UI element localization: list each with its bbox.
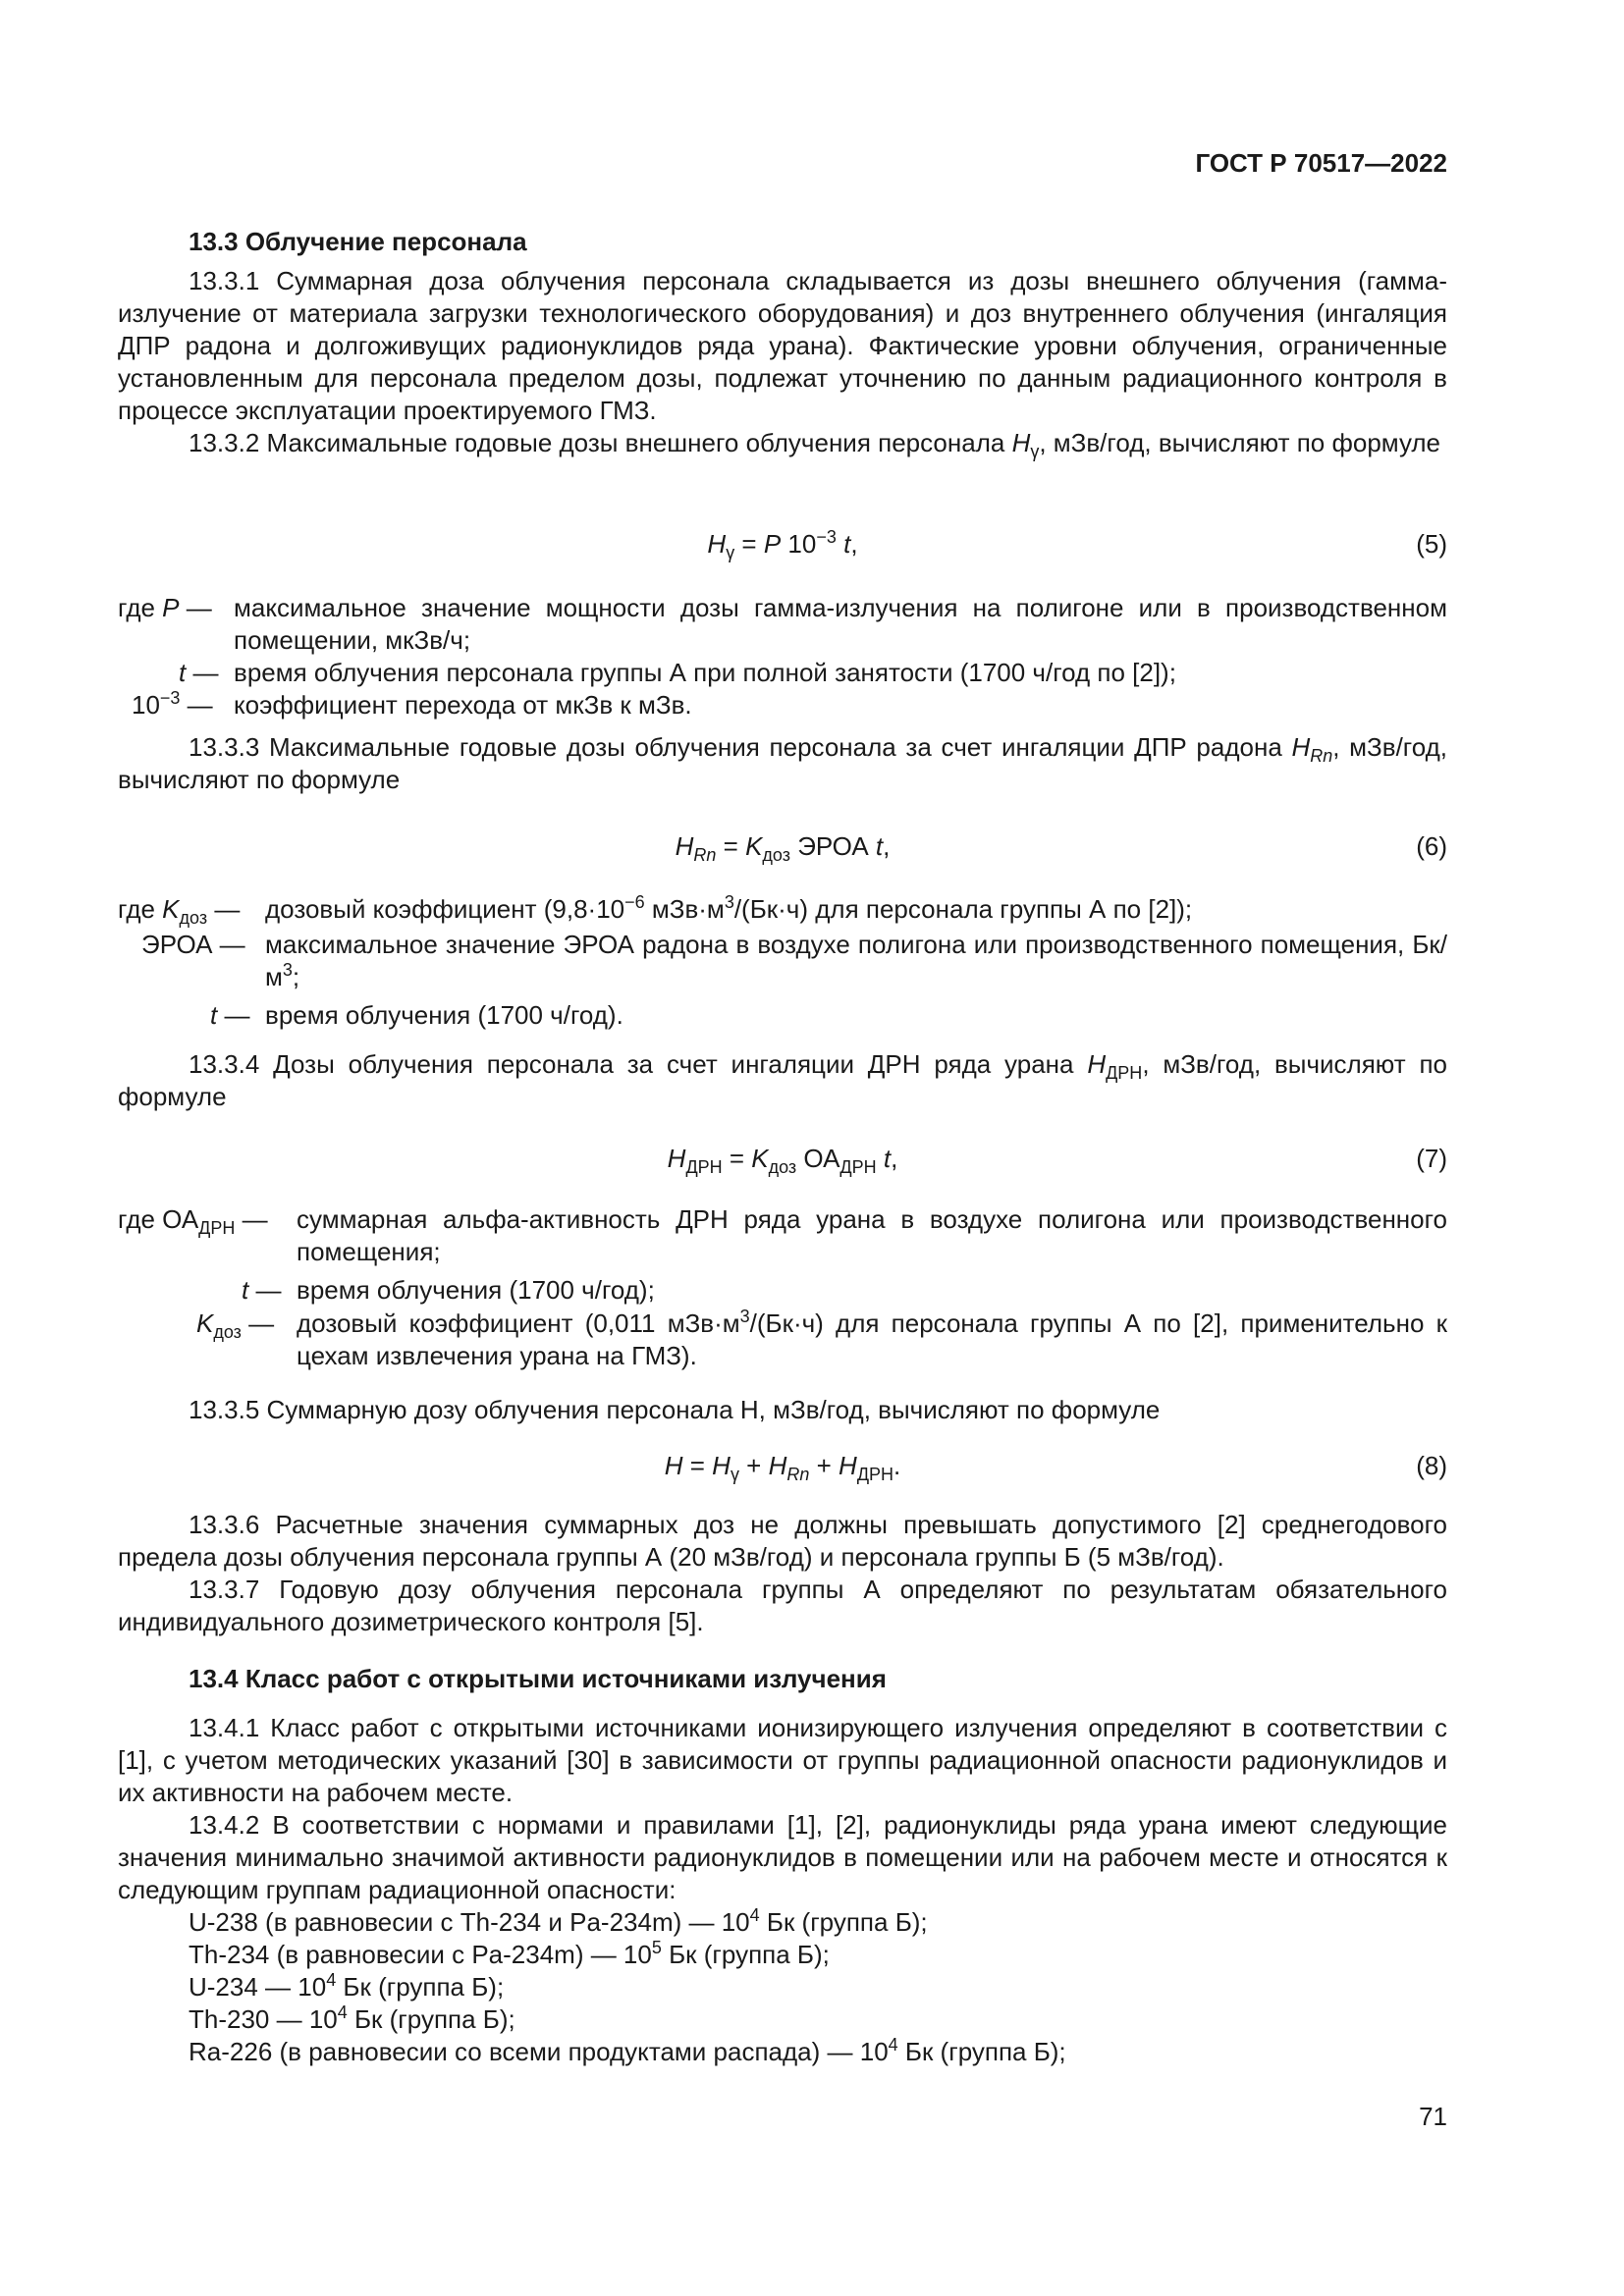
where-6-term-k: где $K_{доз}$ — (118, 894, 241, 928)
formula-8-expr: $H = H_\gamma + H_{Rn} + H_{ДРН}$. (664, 1451, 901, 1484)
page-number: 71 (1419, 2102, 1447, 2131)
where-6-term-eroa: ЭРОА — (141, 930, 245, 959)
where-6-term-t: t — (210, 1000, 250, 1030)
list-item: Ra-226 (в равновесии со всеми продуктами распада) — $10^4$ Бк (группа Б); (189, 2035, 1066, 2066)
para-13-3-6: 13.3.6 Расчетные значения суммарных доз не должны превышать допустимого [2] среднегодового предела дозы облучения персонала группы А (20 мЗв/год) и персонала группы Б (5 мЗв/год). (118, 1510, 1447, 1572)
formula-7-number: (7) (1416, 1144, 1447, 1173)
list-item: Th-230 — $10^4$ Бк (группа Б); (189, 2002, 515, 2034)
where-7-term-t: t — (242, 1275, 282, 1305)
formula-6 (118, 830, 1447, 870)
radionuclide-list (189, 1906, 1066, 2068)
where-6-def-k: дозовый коэффициент ($9,8\cdot 10^{-6}$ $мЗв\cdot м^3/(Бк\cdot ч)$ для персонала группы А по [2]); (265, 892, 1193, 924)
formula-7 (118, 1143, 1447, 1182)
para-13-3-2: 13.3.2 Максимальные годовые дозы внешнего облучения персонала $H_\gamma$, мЗв/год, вычисляют по формуле (189, 428, 1441, 461)
para-13-4-2: 13.4.2 В соответствии с нормами и правилами [1], [2], радионуклиды ряда урана имеют следующие значения минимально значимой активности радионуклидов в помещении или на рабочем месте и относятся к следующим группам радиационной опасности: (118, 1810, 1447, 1904)
formula-6-expr: $H_{Rn} = K_{доз}$ ЭРОА t, (675, 831, 891, 865)
formula-5-expr: $H_\gamma = P$ $10^{-3}$ t, (707, 527, 858, 562)
para-13-3-1: 13.3.1 Суммарная доза облучения персонала складывается из дозы внешнего облучения (гамма-излучение от материала загрузки технологического оборудования) и доз внутреннего облучения (ингаляция ДПР радона и долгоживущих радионуклидов ряда урана). Фактические уровни облучения, ограниченные установленным для персонала пределом дозы, подлежат уточнению по данным радиационного контроля в процессе эксплуатации проектируемого ГМЗ. (118, 266, 1447, 425)
where-5-term-coef: $10^{-3}$ — (132, 688, 213, 720)
where-6-def-t: время облучения (1700 ч/год). (265, 1000, 623, 1030)
where-7-term-oa: где $ОА_{ДРН}$ — (118, 1204, 268, 1238)
para-13-4-1: 13.4.1 Класс работ с открытыми источниками ионизирующего излучения определяют в соответствии с [1], с учетом методических указаний [30] в зависимости от группы радиационной опасности радионуклидов и их активности на рабочем месте. (118, 1713, 1447, 1807)
formula-5-number: (5) (1416, 529, 1447, 559)
section-13-4-title: 13.4 Класс работ с открытыми источниками излучения (189, 1664, 887, 1693)
formula-6-number: (6) (1416, 831, 1447, 861)
section-13-3-title: 13.3 Облучение персонала (189, 227, 527, 256)
where-7-term-k: $K_{доз}$ — (196, 1308, 275, 1342)
document-header: ГОСТ Р 70517—2022 (1195, 148, 1447, 178)
para-13-3-3: 13.3.3 Максимальные годовые дозы облучения персонала за счет ингаляции ДПР радона $H_{Rn}$, мЗв/год, вычисляют по формуле (118, 732, 1447, 794)
where-5-def-t: время облучения персонала группы А при полной занятости (1700 ч/год по [2]); (234, 658, 1176, 687)
formula-7-expr: $H_{ДРН} = K_{доз}$ $ОА_{ДРН}$ t, (667, 1144, 898, 1177)
where-5-term-t: t — (179, 658, 219, 687)
where-5-def-p: максимальное значение мощности дозы гамма-излучения на полигоне или в производственном помещении, мкЗв/ч; (234, 593, 1447, 655)
para-13-3-4: 13.3.4 Дозы облучения персонала за счет ингаляции ДРН ряда урана $H_{ДРН}$, мЗв/год, вычисляют по формуле (118, 1049, 1448, 1111)
list-item: Th-234 (в равновесии с Pa-234m) — $10^5$ Бк (группа Б); (189, 1938, 830, 1969)
list-item: U-234 — $10^4$ Бк (группа Б); (189, 1970, 505, 2002)
formula-8 (118, 1450, 1447, 1489)
where-7-def-oa: суммарная альфа-активность ДРН ряда урана в воздухе полигона или производственного помещения; (297, 1204, 1447, 1266)
where-5-term-p: где P — (118, 593, 212, 622)
where-5-def-coef: коэффициент перехода от мкЗв к мЗв. (234, 690, 692, 720)
list-item: U-238 (в равновесии с Th-234 и Pa-234m) — $10^4$ Бк (группа Б); (189, 1905, 928, 1937)
where-7-def-k: дозовый коэффициент (0,011 $мЗв\cdot м^3/(Бк\cdot ч)$ для персонала группы А по [2], применительно к цехам извлечения урана на ГМЗ). (297, 1307, 1447, 1370)
formula-5 (118, 528, 1447, 567)
para-13-3-7: 13.3.7 Годовую дозу облучения персонала группы А определяют по результатам обязательного индивидуального дозиметрического контроля [5]. (118, 1575, 1447, 1636)
where-7-def-t: время облучения (1700 ч/год); (297, 1275, 655, 1305)
where-6-def-eroa: максимальное значение ЭРОА радона в воздухе полигона или производственного помещения, $Бк/м^3$; (265, 930, 1447, 991)
formula-8-number: (8) (1416, 1451, 1447, 1480)
para-13-3-5: 13.3.5 Суммарную дозу облучения персонала Н, мЗв/год, вычисляют по формуле (189, 1395, 1161, 1424)
